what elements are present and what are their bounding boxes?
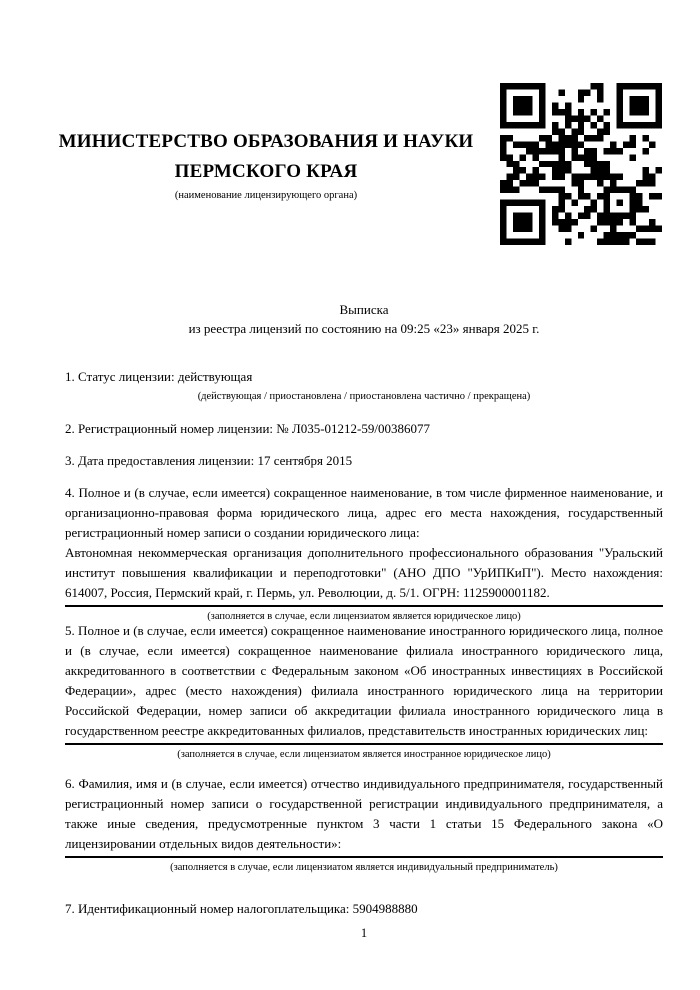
section-registration-number [65, 419, 663, 439]
individual-entrepreneur-text: 6. Фамилия, имя и (в случае, если имеется) отчество индивидуального предпринимателя, государственный регистрационный номер записи о государственной регистрации индивидуального предпринимателя, а также иные сведения, предусмотренные пунктом 3 части 1 статьи 15 Федерального закона «О лицензировании отдельных видов деятельности»: [65, 776, 663, 851]
individual-entrepreneur-caption: (заполняется в случае, если лицензиатом является индивидуальный предприниматель) [170, 862, 558, 873]
section-taxpayer-number [65, 899, 663, 919]
document-header [40, 83, 662, 245]
document-title [65, 300, 663, 338]
section-license-status [65, 367, 663, 403]
ministry-name-line2: ПЕРМСКОГО КРАЯ [174, 161, 358, 182]
legal-entity-caption: (заполняется в случае, если лицензиатом является юридическое лицо) [207, 611, 521, 622]
section-legal-entity [65, 483, 663, 623]
page-number: 1 [360, 926, 368, 940]
registration-number-text: 2. Регистрационный номер лицензии: № Л035-01212-59/00386077 [65, 421, 431, 436]
licensing-authority-name [40, 127, 492, 187]
license-status-text: 1. Статус лицензии: действующая [65, 369, 253, 384]
licensing-authority-block [40, 127, 500, 201]
license-status-caption: (действующая / приостановлена / приостановлена частично / прекращена) [197, 391, 531, 402]
foreign-entity-caption: (заполняется в случае, если лицензиатом является иностранное юридическое лицо) [177, 749, 551, 760]
section-license-date [65, 451, 663, 471]
licensing-authority-caption: (наименование лицензирующего органа) [174, 190, 358, 201]
section-foreign-entity [65, 621, 663, 761]
section-individual-entrepreneur [65, 774, 663, 874]
individual-entrepreneur-fill-line [65, 856, 663, 858]
taxpayer-number-text: 7. Идентификационный номер налогоплательщика: 5904988880 [65, 901, 418, 916]
document-title-line2: из реестра лицензий по состоянию на 09:25 «23» января 2025 г. [188, 321, 540, 336]
legal-entity-text: 4. Полное и (в случае, если имеется) сокращенное наименование, в том числе фирменное наименование, и организационно-правовая форма юридического лица, адрес его места нахождения, государственный регистрационный номер записи о создании юридического лица: [65, 485, 663, 540]
ministry-name-line1: МИНИСТЕРСТВО ОБРАЗОВАНИЯ И НАУКИ [58, 131, 474, 152]
foreign-entity-text: 5. Полное и (в случае, если имеется) сокращенное наименование иностранного юридического лица, полное и (в случае, если имеется) сокращенное наименование филиала иностранного юридического лица, аккредитованного в соответствии с Федеральным законом «Об иностранных инвестициях в Российской Федерации», адрес (место нахождения) филиала иностранного юридического лица на территории Российской Федерации, номер записи об аккредитации филиала иностранного юридического лица в государственном реестре аккредитованных филиалов, представительств иностранных юридических лиц: [65, 623, 663, 738]
legal-entity-fill-line [65, 605, 663, 607]
foreign-entity-fill-line [65, 743, 663, 745]
document-title-line1: Выписка [339, 302, 389, 317]
license-date-text: 3. Дата предоставления лицензии: 17 сентября 2015 [65, 453, 353, 468]
legal-entity-value: Автономная некоммерческая организация дополнительного профессионального образования "Уральский институт повышения квалификации и переподготовки" (АНО ДПО "УрИПКиП"). Место нахождения: 614007, Россия, Пермский край, г. Пермь, ул. Революции, д. 5/1. ОГРН: 1125900001182. [65, 545, 663, 600]
qr-code-icon [500, 83, 662, 245]
